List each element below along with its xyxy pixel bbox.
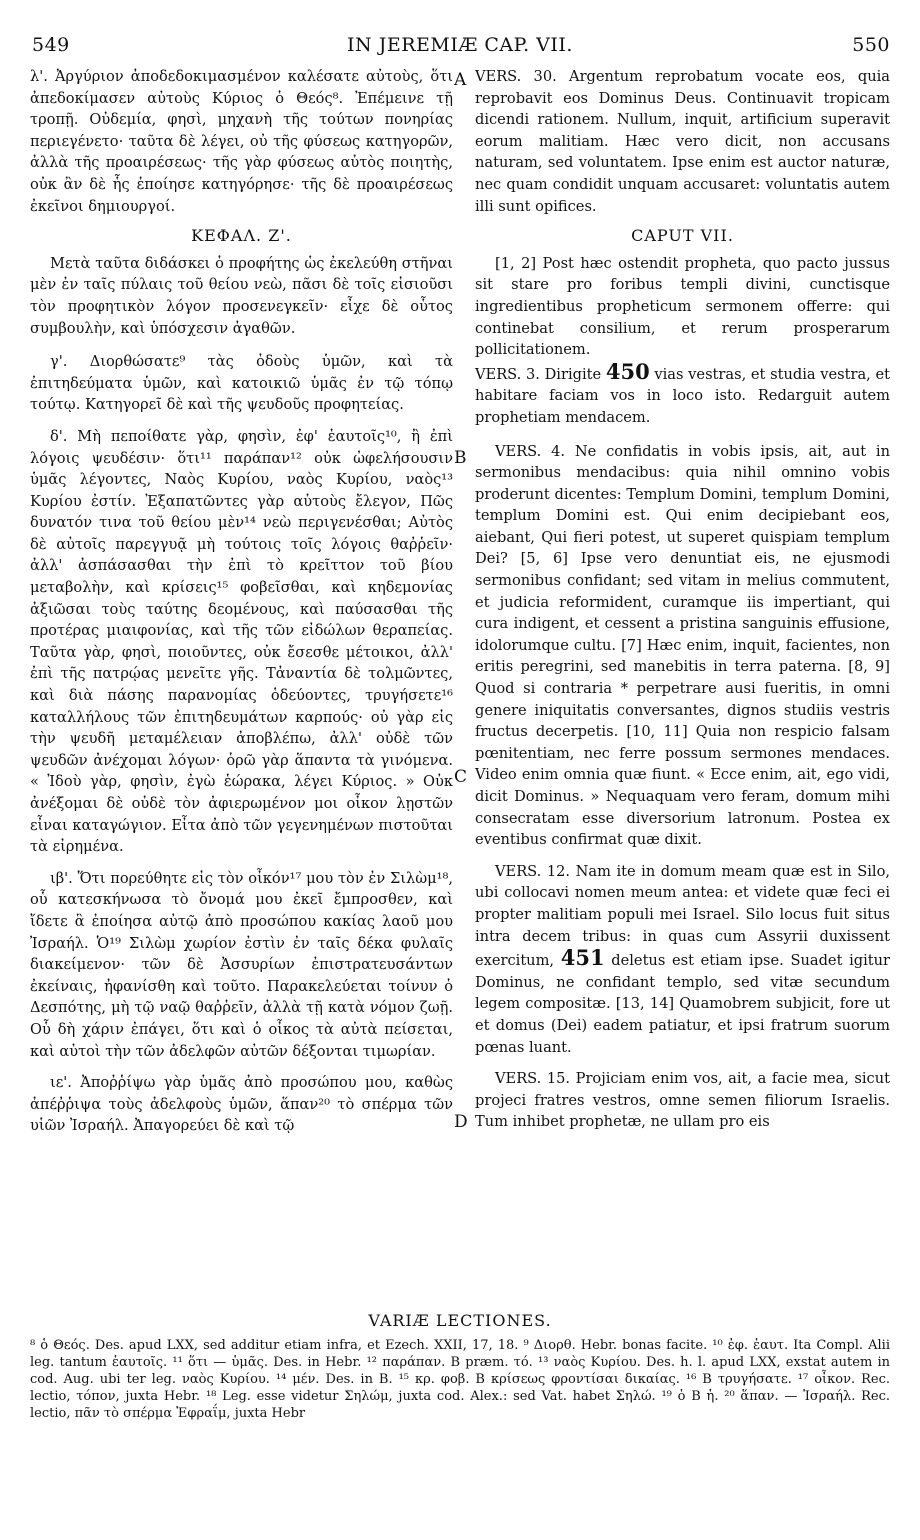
running-title: IN JEREMIÆ CAP. VII. [347,34,573,56]
latin-verse-12-rest: deletus est etiam ipse. Suadet igitur Dominus, ne confidant templo, sed vitæ secundum legem compositæ. [13, 14] Quamobrem subjicit, fore ut et domus (Dei) eadem patiatur, et ipsi fratrum suorum pœnas luant. [475,952,891,1056]
greek-verse-30: λ'. Ἀργύριον ἀποδεδοκιμασμένον καλέσατε αὐτοὺς, ὅτι ἀπεδοκίμασεν αὐτοὺς Κύριος ὁ Θεός⁸. Ἐπέμεινε τῇ τροπῇ. Οὐδεμία, φησὶ, μηχανὴ τῆς τούτων πονηρίας περιεγένετο· ταῦτα δὲ λέγει, οὐ τῆς φύσεως κατηγορῶν, ἀλλὰ τῆς προαιρέσεως· τῆς γὰρ φύσεως αὐτὸς ποιητὴς, οὐκ ἂν δὲ ἧς ἐποίησε κατηγόρησε· τῆς δὲ προαιρέσεως ἐκεῖνοι δημιουργοί. [30,68,453,215]
latin-verse-12-start: VERS. 12. Nam ite in domum meam quæ est in Silo, ubi collocavi nomen meum antea: et videte quæ feci ei propter malitiam populi mei Israel. Silo locus fuit situs intra decem tribus: in quas cum Assyrii duxissent exercitum, [475,862,890,970]
latin-verse-15: VERS. 15. Projiciam enim vos, ait, a facie mea, sicut projeci fratres vestros, omne semen filiorum Israelis. Tum inhibet prophetæ, ne ullam pro eis [475,1070,890,1131]
greek-verse-4: δ'. Μὴ πεποίθατε γὰρ, φησὶν, ἐφ' ἑαυτοῖς¹⁰, ἢ ἐπὶ λόγοις ψευδέσιν· ὅτι¹¹ παράπαν¹² οὐκ ὠφελήσουσιν ὑμᾶς λέγοντες, Ναὸς Κυρίου, ναὸς Κυρίου, ναὸς¹³ Κυρίου ἐστίν. Ἐξαπατῶντες γὰρ αὐτοὺς ἔλεγον, Πῶς δυνατόν τινα τοῦ θείου μὲν¹⁴ νεὼ περιγενέσθαι; Αὐτὸς δὲ αὐτοῖς παρεγγυᾷ μὴ τούτοις τοῖς λόγοις θαῤῥεῖν· ἀλλ' ἀσπάσασθαι τὴν ἐπὶ τὸ κρεῖττον τοῦ βίου μεταβολὴν, καὶ κρίσεις¹⁵ φοβεῖσθαι, καὶ κηδεμονίας ἀξιῶσαι τοὺς ταύτης δεομένους, καὶ παύσασθαι τῆς προτέρας μιαιφονίας, καὶ τῆς τῶν εἰδώλων θεραπείας. Ταῦτα γὰρ, φησὶ, ποιοῦντες, οὐκ ἔσεσθε μέτοικοι, ἀλλ' ἐπὶ τῆς πατρῴας μενεῖτε γῆς. Τἀναντία δὲ τολμῶντες, καὶ διὰ πάσης παρανομίας ὁδεύοντες, τρυγήσετε¹⁶ καταλλήλους τῶν ἐπιτηδευμάτων καρπούς· οὐ γὰρ εἰς τὴν ψευδῆ μεταμέλειαν ἀποβλέπω, ἀλλ' οὐδὲ τῶν ψευδῶν ἀνέχομαι λόγων· ὁρῶ γὰρ ἅπαντα τὰ γινόμενα. « Ἰδοὺ γὰρ, φησὶν, ἐγὼ ἑώρακα, λέγει Κύριος. » Οὐκ ἀνέξομαι δὲ οὐδὲ τὸν ἀφιερωμένον μοι οἶκον λῃστῶν εἶναι καταγώγιον. Εἶτα ἀπὸ τῶν γεγενημένων πιστοῦται τὰ εἰρημένα. [30,427,453,856]
greek-verse-15: ιε'. Ἀποῤῥίψω γὰρ ὑμᾶς ἀπὸ προσώπου μου, καθὼς ἀπέῤῥιψα τοὺς ἀδελφοὺς ὑμῶν, ἅπαν²⁰ τὸ σπέρμα τῶν υἱῶν Ἰσραήλ. Ἀπαγορεύει δὲ καὶ τῷ [30,1074,453,1135]
variae-lectiones-text: ⁸ ὁ Θεός. Des. apud LXX, sed additur etiam infra, et Ezech. XXII, 17, 18. ⁹ Διορθ. Hebr. bonas facite. ¹⁰ ἐφ. ἑαυτ. Ita Compl. Alii leg. tantum ἑαυτοῖς. ¹¹ ὅτι — ὑμᾶς. Des. in Hebr. ¹² παράπαν. B præm. τό. ¹³ ναὸς Κυρίου. Des. h. l. apud LXX, exstat autem in cod. Aug. ubi ter leg. ναὸς Κυρίου. ¹⁴ μέν. Des. in B. ¹⁵ κρ. φοβ. B κρίσεως φροντίσαι δικαίας. ¹⁶ B τρυγήσατε. ¹⁷ οἶκον. Rec. lectio, τόπον, juxta Hebr. ¹⁸ Leg. esse videtur Σηλώμ, juxta cod. Alex.: sed Vat. habet Σηλώ. ¹⁹ ὁ B ἡ. ²⁰ ἅπαν. — Ἰσραήλ. Rec. lectio, πᾶν τὸ σπέρμα Ἐφραΐμ, juxta Hebr [30,1338,890,1421]
variae-lectiones-title: VARIÆ LECTIONES. [368,1311,552,1330]
latin-verse-3-start: VERS. 3. Dirigite [475,365,602,383]
latin-verse-4: VERS. 4. Ne confidatis in vobis ipsis, ait, aut in sermonibus mendacibus: quia nihil omnino vobis proderunt dicentes: Templum Domini, templum Domini, templum Domini est. Qui enim decipiebant eos, aiebant, Qui fieri potest, ut superet quispiam templum Dei? [5, 6] Ipse vero denuntiat eis, ne ejusmodi sermonibus confidant; sed vitam in melius commutent, et judicia reformident, curamque iis impertiant, qui cura indigent, et cessent a pristina sanguinis effusione, idolorumque cultu. [7] Hæc enim, inquit, facientes, non eritis peregrini, sed manebitis in terra paterna. [8, 9] Quod si contraria * perpetrare ausi fueritis, in omni genere iniquitatis conversantes, dignos studiis vestris fructus decerpetis. [10, 11] Quia non respicio falsam pœnitentiam, nec ferre possum sermones mendaces. Video enim omnia quæ fiunt. « Ecce enim, ait, ego vidi, dicit Dominus. » Nequaquam vero feram, domum mihi consecratam esse diversorium latronum. Postea ex eventibus confirmat quæ dixit. [475,442,890,849]
left-page-number: 549 [32,34,70,56]
margin-letter-d: D [454,1112,468,1132]
margin-letter-b: B [454,448,467,468]
variae-lectiones [30,1312,890,1422]
latin-verse-12 [475,861,890,1058]
page-marker-450: 450 [605,358,650,384]
page-marker-451: 451 [560,945,605,971]
greek-chapter-intro: Μετὰ ταῦτα διδάσκει ὁ προφήτης ὡς ἐκελεύθη στῆναι μὲν ἐν ταῖς πύλαις τοῦ θείου νεὼ, πᾶσι δὲ τοῖς εἰσιοῦσι τὸν προφητικὸν λόγον προσενεγκεῖν· εἶχε δὲ οὗτος συμβουλὴν, καὶ ὑπόσχεσιν ἀγαθῶν. [30,254,453,337]
running-header [0,34,920,62]
latin-column [475,66,890,1133]
margin-letter-c: C [454,767,468,787]
greek-verse-12: ιβ'. Ὅτι πορεύθητε εἰς τὸν οἶκόν¹⁷ μου τὸν ἐν Σιλὼμ¹⁸, οὗ κατεσκήνωσα τὸ ὄνομά μου ἐκεῖ ἔμπροσθεν, καὶ ἴδετε ἃ ἐποίησα αὐτῷ ἀπὸ προσώπου κακίας λαοῦ μου Ἰσραήλ. Ὁ¹⁹ Σιλὼμ χωρίον ἐστὶν ἐν ταῖς δέκα φυλαῖς διακείμενον· τῶν δὲ Ἀσσυρίων ἐπιστρατευσάντων ἐκείναις, ἠφανίσθη καὶ τοῦτο. Παρακελεύεται τοίνυν ὁ Δεσπότης, μὴ τῷ ναῷ θαῤῥεῖν, ἀλλὰ τῇ κατὰ νόμον ζωῇ. Οὗ δὴ χάριν ἐπάγει, ὅτι καὶ ὁ οἶκος τὰ αὐτὰ πείσεται, καὶ αὐτοὶ τὴν τῶν ἀδελφῶν αὐτῶν δέξονται τιμωρίαν. [30,869,453,1060]
latin-chapter-intro: [1, 2] Post hæc ostendit propheta, quo pacto jussus sit stare pro foribus templi divini, cunctisque ingredientibus propheticum sermonem offerre: qui continebat consilium, et rerum prosperarum pollicitationem. [475,254,890,359]
right-page-number: 550 [852,34,890,56]
latin-verse-3-rest: vias vestras, et studia vestra, et habitare faciam vos in loco isto. Redarguit autem prophetiam mendacem. [475,365,891,426]
margin-letter-a: A [454,70,467,90]
latin-verse-3 [475,358,891,429]
greek-chapter-heading: ΚΕΦΑΛ. Ζ'. [191,226,292,246]
latin-chapter-heading: CAPUT VII. [631,226,734,246]
greek-verse-3: γ'. Διορθώσατε⁹ τὰς ὁδοὺς ὑμῶν, καὶ τὰ ἐπιτηδεύματα ὑμῶν, καὶ κατοικιῶ ὑμᾶς ἐν τῷ τόπῳ τούτῳ. Κατηγορεῖ δὲ καὶ τῆς ψευδοῦς προφητείας. [30,353,453,414]
latin-verse-30: VERS. 30. Argentum reprobatum vocate eos, quia reprobavit eos Dominus Deus. Continuavit tropicam dicendi rationem. Nullum, inquit, artificium superavit eorum malitiam. Hæc vero dicit, non accusans naturam, sed voluntatem. Ipse enim est auctor naturæ, nec quam condidit unquam accusaret: voluntatis autem illi sunt opifices. [475,68,890,215]
greek-column [30,66,453,1137]
